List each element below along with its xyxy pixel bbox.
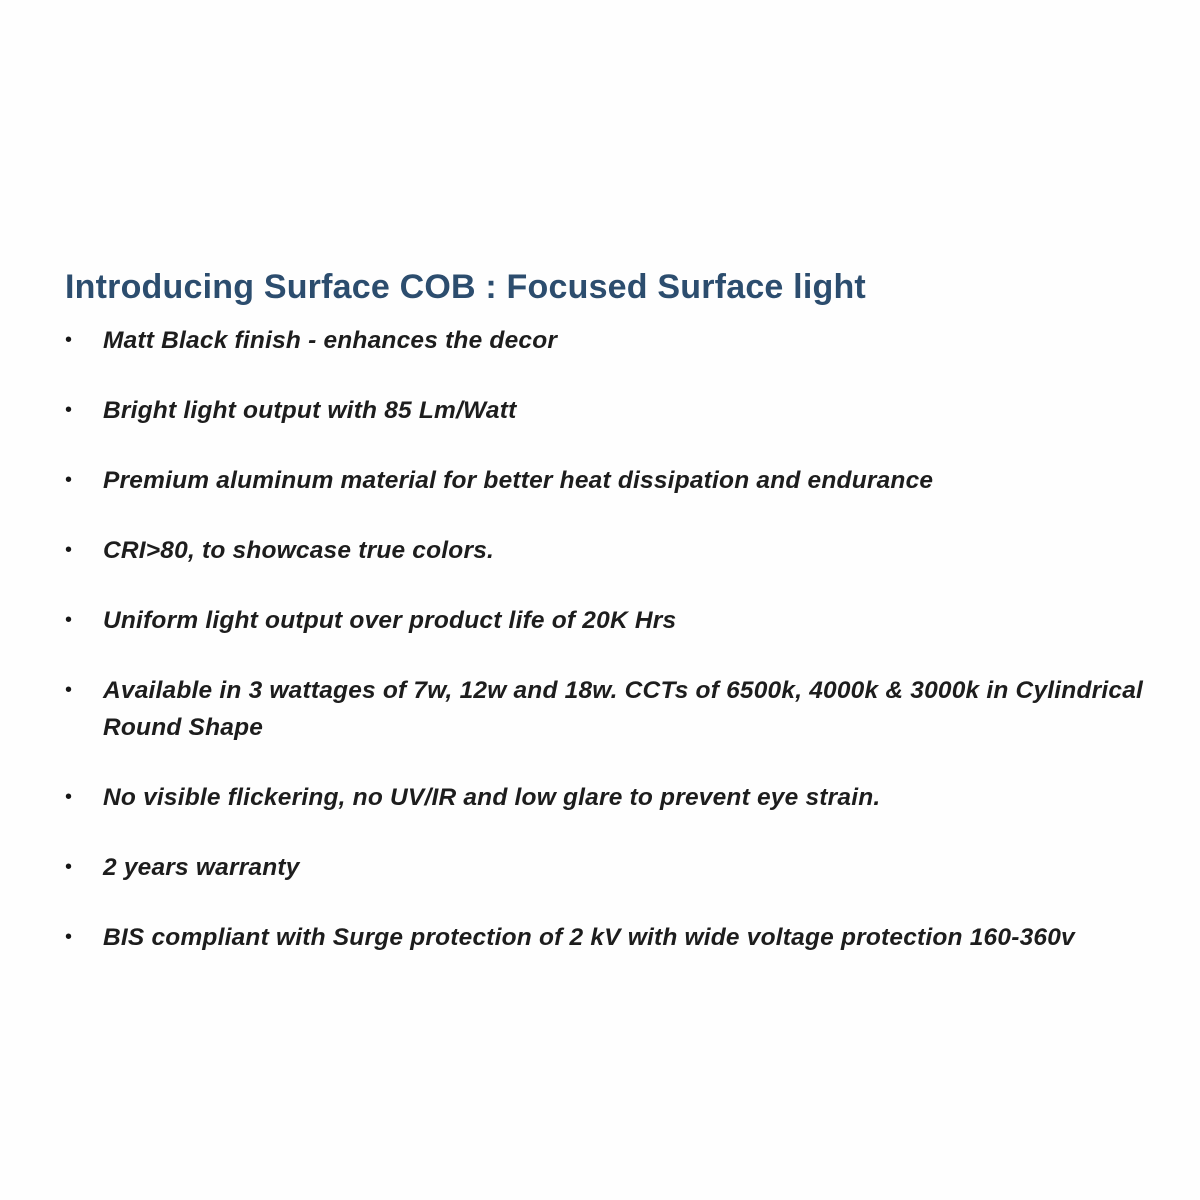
bullet-text: Matt Black finish - enhances the decor <box>103 327 558 354</box>
bullet-item-wattages <box>65 672 1175 746</box>
bullet-text: BIS compliant with Surge protection of 2 kV with wide voltage protection 160-360v <box>103 924 1075 951</box>
bullet-dot-icon: • <box>65 399 73 421</box>
bullet-dot-icon: • <box>65 539 73 561</box>
bullet-text: Available in 3 wattages of 7w, 12w and 18w. CCTs of 6500k, 4000k & 3000k in Cylindrical Round Shape <box>103 677 1144 741</box>
feature-bullet-list <box>65 322 1175 989</box>
bullet-text: No visible flickering, no UV/IR and low glare to prevent eye strain. <box>103 784 881 811</box>
bullet-dot-icon: • <box>65 856 73 878</box>
bullet-dot-icon: • <box>65 926 73 948</box>
bullet-item-no-flickering <box>65 779 1175 816</box>
bullet-dot-icon: • <box>65 786 73 808</box>
bullet-item-uniform-light <box>65 602 1175 639</box>
bullet-item-warranty <box>65 849 1175 886</box>
bullet-text: Premium aluminum material for better heat dissipation and endurance <box>103 467 934 494</box>
page-title: Introducing Surface COB : Focused Surface light <box>65 267 866 306</box>
bullet-dot-icon: • <box>65 469 73 491</box>
bullet-text: 2 years warranty <box>103 854 300 881</box>
bullet-item-bright-light-output <box>65 392 1175 429</box>
bullet-dot-icon: • <box>65 329 73 351</box>
bullet-text: CRI>80, to showcase true colors. <box>103 537 495 564</box>
bullet-text: Bright light output with 85 Lm/Watt <box>103 397 517 424</box>
bullet-item-bis-compliant <box>65 919 1175 956</box>
bullet-item-premium-aluminum <box>65 462 1175 499</box>
bullet-dot-icon: • <box>65 679 73 701</box>
bullet-item-cri <box>65 532 1175 569</box>
bullet-dot-icon: • <box>65 609 73 631</box>
bullet-text: Uniform light output over product life of 20K Hrs <box>103 607 677 634</box>
bullet-item-matt-black-finish <box>65 322 1175 359</box>
